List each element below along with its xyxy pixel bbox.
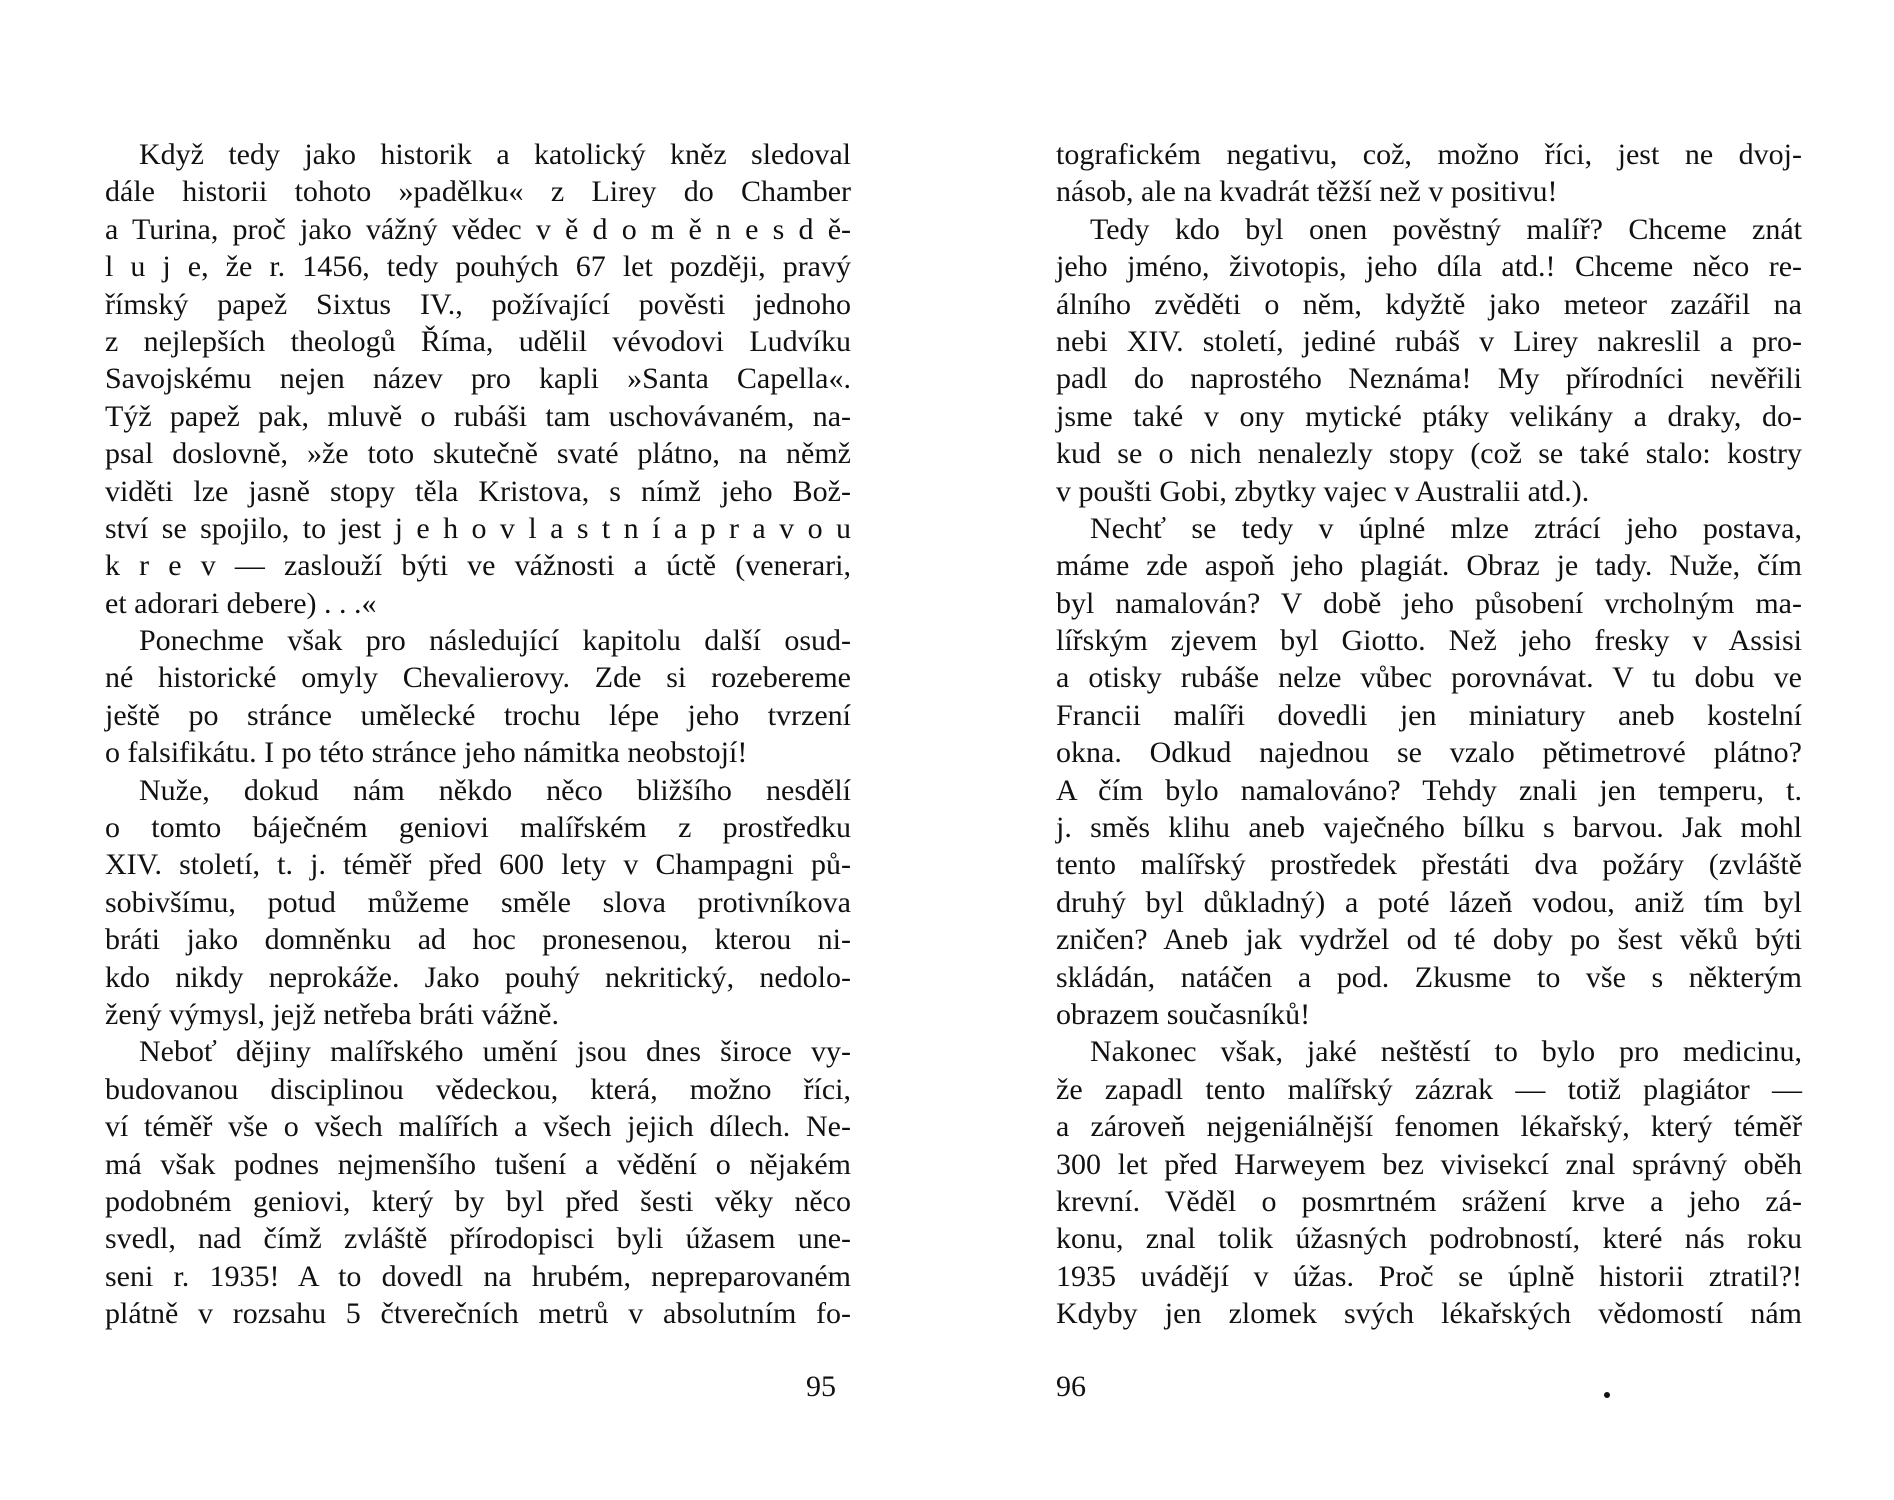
- text-line: 300 let před Harweyem bez vivisekcí znal správný oběh: [1056, 1147, 1802, 1181]
- right-page-text: [1056, 136, 1802, 1333]
- text-line: nebi XIV. století, jediné rubáš v Lirey nakreslil a pro-: [1056, 324, 1802, 358]
- text-line: Nuže, dokud nám někdo něco bližšího nesdělí: [139, 773, 851, 807]
- page-number-left: 95: [806, 1370, 836, 1403]
- text-line: et adorari debere) . . .«: [105, 586, 377, 620]
- text-line: tento malířský prostředek přestáti dva požáry (zvláště: [1056, 848, 1802, 882]
- text-line: plátně v rozsahu 5 čtverečních metrů v absolutním fo-: [105, 1297, 851, 1331]
- text-line: bráti jako domněnku ad hoc pronesenou, kterou ni-: [105, 923, 851, 957]
- text-line: zničen? Aneb jak vydržel od té doby po šest věků býti: [1056, 923, 1802, 957]
- text-line: konu, znal tolik úžasných podrobností, které nás roku: [1056, 1222, 1802, 1256]
- text-line: a zároveň nejgeniálnější fenomen lékařský, který téměř: [1056, 1110, 1802, 1144]
- text-line: né historické omyly Chevalierovy. Zde si rozebereme: [105, 661, 851, 695]
- text-line: a Turina, proč jako vážný vědec v ě d o m ě n e s d ě-: [105, 212, 851, 246]
- text-line: viděti lze jasně stopy těla Kristova, s nímž jeho Bož-: [105, 474, 851, 508]
- paragraph: [1056, 211, 1802, 510]
- text-line: k r e v — zaslouží býti ve vážnosti a úctě (venerari,: [105, 549, 851, 583]
- paragraph: [105, 1033, 851, 1332]
- text-line: Ponechme však pro následující kapitolu další osud-: [139, 624, 851, 658]
- text-line: lířským zjevem byl Giotto. Než jeho fresky v Assisi: [1056, 624, 1802, 658]
- text-line: álního zvěděti o něm, kdyžtě jako meteor zazářil na: [1056, 287, 1802, 321]
- text-line: Francii malíři dovedli jen miniatury aneb kostelní: [1056, 698, 1802, 732]
- text-line: násob, ale na kvadrát těžší než v positivu!: [1056, 175, 1558, 209]
- text-line: XIV. století, t. j. téměř před 600 lety v Champagni pů-: [105, 848, 851, 882]
- text-line: Týž papež pak, mluvě o rubáši tam uschovávaném, na-: [105, 399, 851, 433]
- text-line: skládán, natáčen a pod. Zkusme to vše s některým: [1056, 960, 1802, 994]
- left-page-text: [105, 136, 851, 1333]
- print-speck-dot: [1604, 1392, 1610, 1398]
- text-line: ství se spojilo, to jest j e h o v l a s t n í a p r a v o u: [105, 511, 851, 545]
- paragraph: [1056, 1033, 1802, 1332]
- text-line: padl do naprostého Neznáma! My přírodníci nevěřili: [1056, 362, 1802, 396]
- text-line: máme zde aspoň jeho plagiát. Obraz je tady. Nuže, čím: [1056, 549, 1802, 583]
- text-line: kdo nikdy neprokáže. Jako pouhý nekritický, nedolo-: [105, 960, 851, 994]
- text-line: Tedy kdo byl onen pověstný malíř? Chceme znát: [1090, 212, 1802, 246]
- text-line: A čím bylo namalováno? Tehdy znali jen temperu, t.: [1056, 773, 1802, 807]
- text-line: psal doslovně, »že toto skutečně svaté plátno, na němž: [105, 437, 851, 471]
- text-line: krevní. Věděl o posmrtném srážení krve a jeho zá-: [1056, 1184, 1802, 1218]
- text-line: sobivšímu, potud můžeme směle slova protivníkova: [105, 885, 851, 919]
- text-line: o tomto báječném geniovi malířském z prostředku: [105, 811, 851, 845]
- text-line: Neboť dějiny malířského umění jsou dnes široce vy-: [139, 1035, 851, 1069]
- text-line: druhý byl důkladný) a poté lázeň vodou, aniž tím byl: [1056, 885, 1802, 919]
- text-line: že zapadl tento malířský zázrak — totiž plagiátor —: [1056, 1072, 1802, 1106]
- text-line: dále historii tohoto »padělku« z Lirey do Chamber: [105, 175, 851, 209]
- text-line: ještě po stránce umělecké trochu lépe jeho tvrzení: [105, 698, 851, 732]
- text-line: má však podnes nejmenšího tušení a vědění o nějakém: [105, 1147, 851, 1181]
- text-line: Kdyby jen zlomek svých lékařských vědomostí nám: [1056, 1297, 1802, 1331]
- text-line: seni r. 1935! A to dovedl na hrubém, nepreparovaném: [105, 1259, 851, 1293]
- paragraph: [105, 622, 851, 772]
- text-line: o falsifikátu. I po této stránce jeho námitka neobstojí!: [105, 736, 748, 770]
- text-line: budovanou disciplinou vědeckou, která, možno říci,: [105, 1072, 851, 1106]
- text-line: jsme také v ony mytické ptáky velikány a draky, do-: [1056, 399, 1802, 433]
- text-line: římský papež Sixtus IV., požívající pověsti jednoho: [105, 287, 851, 321]
- text-line: okna. Odkud najednou se vzalo pětimetrové plátno?: [1056, 736, 1802, 770]
- text-line: z nejlepších theologů Říma, udělil vévodovi Ludvíku: [105, 324, 851, 358]
- paragraph: [1056, 136, 1802, 211]
- text-line: byl namalován? V době jeho působení vrcholným ma-: [1056, 586, 1802, 620]
- paragraph: [105, 772, 851, 1034]
- text-line: Savojskému nejen název pro kapli »Santa Capella«.: [105, 362, 851, 396]
- text-line: a otisky rubáše nelze vůbec porovnávat. V tu dobu ve: [1056, 661, 1802, 695]
- text-line: ví téměř vše o všech malířích a všech jejich dílech. Ne-: [105, 1110, 851, 1144]
- text-line: Když tedy jako historik a katolický kněz sledoval: [139, 138, 851, 171]
- page-number-right: 96: [1056, 1370, 1086, 1403]
- paragraph: [1056, 510, 1802, 1033]
- text-line: svedl, nad čímž zvláště přírodopisci byli úžasem une-: [105, 1222, 851, 1256]
- text-line: tografickém negativu, což, možno říci, jest ne dvoj-: [1056, 138, 1802, 171]
- text-line: j. směs klihu aneb vaječného bílku s barvou. Jak mohl: [1056, 811, 1802, 845]
- text-line: jeho jméno, životopis, jeho díla atd.! Chceme něco re-: [1056, 250, 1802, 284]
- text-line: Nechť se tedy v úplné mlze ztrácí jeho postava,: [1090, 511, 1802, 545]
- text-line: Nakonec však, jaké neštěstí to bylo pro medicinu,: [1090, 1035, 1802, 1069]
- paragraph: [105, 136, 851, 622]
- text-line: l u j e, že r. 1456, tedy pouhých 67 let později, pravý: [105, 250, 851, 284]
- text-line: podobném geniovi, který by byl před šesti věky něco: [105, 1184, 851, 1218]
- text-line: kud se o nich nenalezly stopy (což se také stalo: kostry: [1056, 437, 1802, 471]
- text-line: 1935 uvádějí v úžas. Proč se úplně historii ztratil?!: [1056, 1259, 1802, 1293]
- text-line: v poušti Gobi, zbytky vajec v Australii atd.).: [1056, 474, 1590, 508]
- text-line: obrazem současníků!: [1056, 997, 1311, 1031]
- text-line: žený výmysl, jejž netřeba bráti vážně.: [105, 997, 559, 1031]
